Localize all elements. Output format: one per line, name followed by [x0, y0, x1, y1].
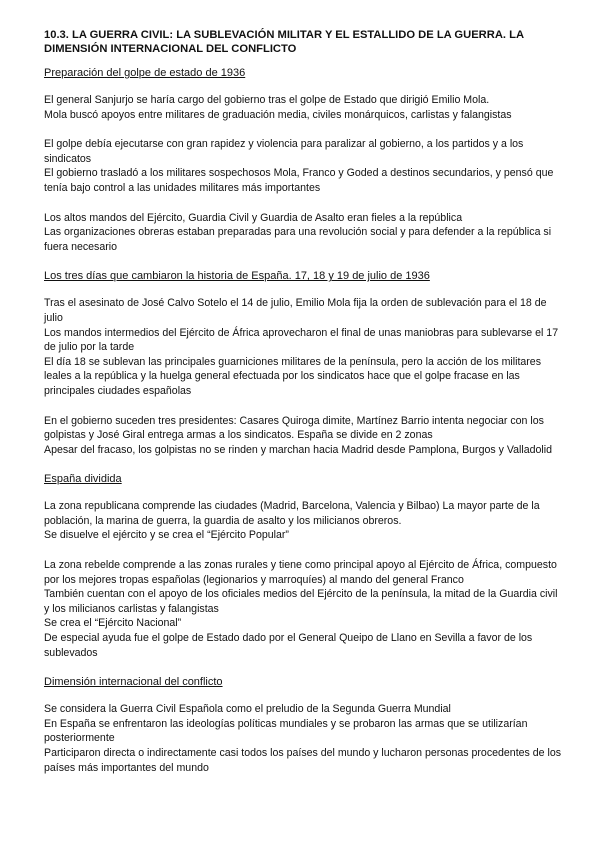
- section-2: [44, 269, 564, 457]
- text-line: Los altos mandos del Ejército, Guardia Civil y Guardia de Asalto eran fieles a la república: [44, 211, 463, 224]
- document-title: 10.3. LA GUERRA CIVIL: LA SUBLEVACIÓN MILITAR Y EL ESTALLIDO DE LA GUERRA. LA DIMENSIÓN INTERNACIONAL DEL CONFLICTO: [44, 29, 524, 55]
- text-line: Apesar del fracaso, los golpistas no se rinden y marchan hacia Madrid desde Pamplona, Burgos y Valladolid: [44, 443, 552, 456]
- text-line: El día 18 se sublevan las principales guarniciones militares de la península, pero la acción de los militares leales a la república y la huelga general efectuada por los sindicatos hace que el golpe fracase en las principales ciudades españolas: [44, 355, 542, 397]
- text-line: Mola buscó apoyos entre militares de graduación media, civiles monárquicos, carlistas y falangistas: [44, 108, 512, 121]
- text-line: Se disuelve el ejército y se crea el “Ejército Popular”: [44, 529, 289, 542]
- text-line: El gobierno trasladó a los militares sospechosos Mola, Franco y Goded a destinos secundarios, y pensó que tenía bajo control a las unidades militares más importantes: [44, 167, 554, 194]
- text-line: Participaron directa o indirectamente casi todos los países del mundo y lucharon personas procedentes de los países más importantes del mundo: [44, 747, 562, 774]
- document-body: [44, 66, 564, 775]
- text-line: Tras el asesinato de José Calvo Sotelo el 14 de julio, Emilio Mola fija la orden de sublevación para el 18 de julio: [44, 297, 547, 324]
- text-line: La zona rebelde comprende a las zonas rurales y tiene como principal apoyo al Ejército de África, compuesto por los mejores tropas españolas (legionarios y marroquíes) al mando del general Franco: [44, 559, 557, 586]
- section-heading: España dividida: [44, 473, 122, 486]
- text-line: La zona republicana comprende las ciudades (Madrid, Barcelona, Valencia y Bilbao) La mayor parte de la población, la marina de guerra, la guardia de asalto y los milicianos obreros.: [44, 500, 540, 527]
- paragraph: [44, 93, 564, 122]
- paragraph: [44, 558, 564, 660]
- text-line: El general Sanjurjo se haría cargo del gobierno tras el golpe de Estado que dirigió Emilio Mola.: [44, 94, 490, 106]
- paragraph: [44, 702, 564, 775]
- document-page: [44, 28, 564, 790]
- text-line: En el gobierno suceden tres presidentes: Casares Quiroga dimite, Martínez Barrio intenta negociar con los golpistas y José Giral entrega armas a los sindicatos. España se divide en 2 zonas: [44, 414, 544, 442]
- text-line: Los mandos intermedios del Ejército de África aprovecharon el final de unas maniobras para sublevarse el 17 de julio por la tarde: [44, 326, 559, 354]
- paragraph: [44, 296, 564, 398]
- text-line: Se considera la Guerra Civil Española como el preludio de la Segunda Guerra Mundial: [44, 703, 451, 716]
- section-4: [44, 675, 564, 775]
- paragraph: [44, 414, 564, 458]
- section-heading: Los tres días que cambiaron la historia de España. 17, 18 y 19 de julio de 1936: [44, 270, 430, 283]
- section-3: [44, 472, 564, 660]
- text-line: Las organizaciones obreras estaban preparadas para una revolución social y para defender a la república si fuera necesario: [44, 226, 552, 253]
- section-1: [44, 66, 564, 254]
- text-line: De especial ayuda fue el golpe de Estado dado por el General Queipo de Llano en Sevilla a favor de los sublevados: [44, 632, 533, 659]
- section-heading: Preparación del golpe de estado de 1936: [44, 67, 246, 79]
- paragraph: [44, 211, 564, 255]
- text-line: Se crea el “Ejército Nacional”: [44, 617, 182, 630]
- paragraph: [44, 499, 564, 543]
- text-line: El golpe debía ejecutarse con gran rapidez y violencia para paralizar al gobierno, a los partidos y a los sindicatos: [44, 138, 524, 165]
- text-line: En España se enfrentaron las ideologías políticas mundiales y se probaron las armas que se utilizarían posteriormente: [44, 717, 528, 745]
- paragraph: [44, 137, 564, 195]
- section-heading: Dimensión internacional del conflicto: [44, 676, 223, 689]
- text-line: También cuentan con el apoyo de los oficiales medios del Ejército de la península, la mitad de la Guardia civil y los milicianos carlistas y falangistas: [44, 588, 558, 615]
